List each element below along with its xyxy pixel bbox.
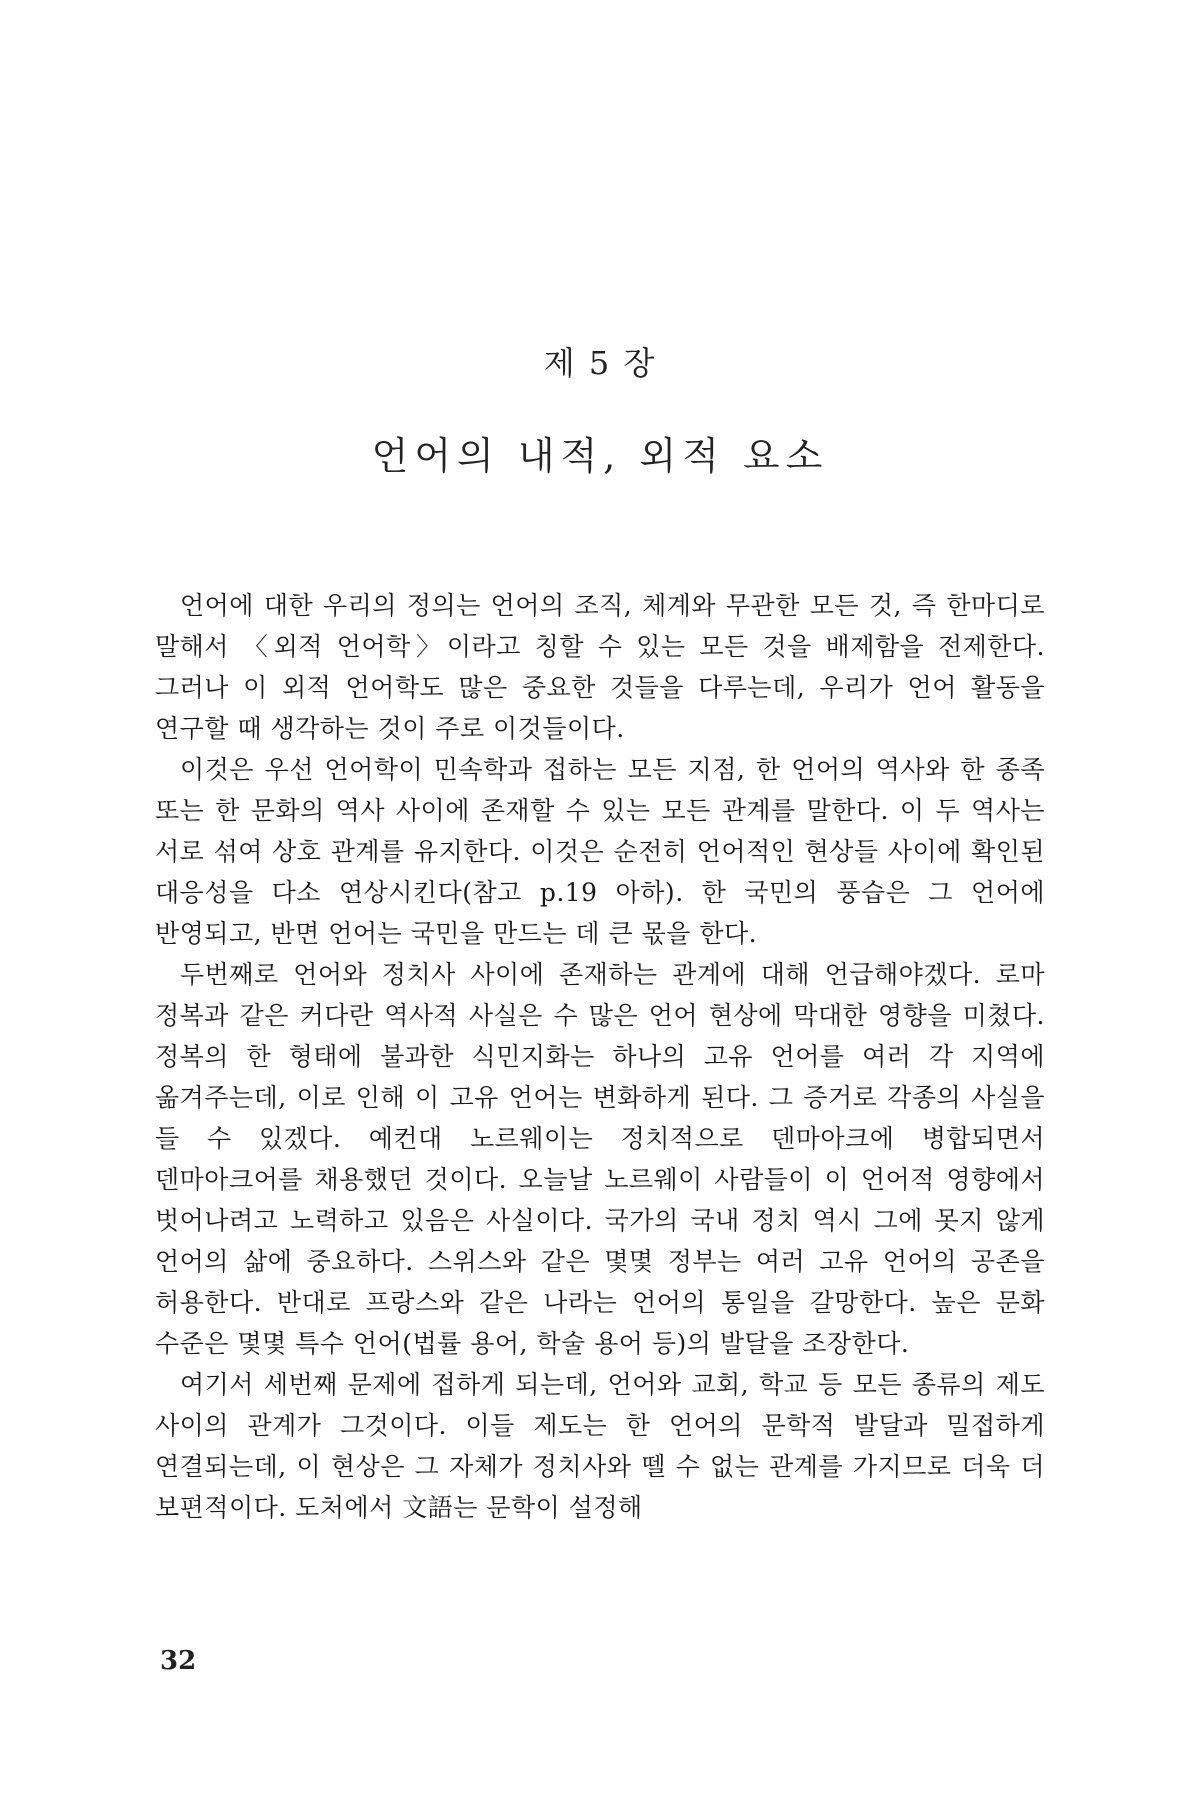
- paragraph: 이것은 우선 언어학이 민속학과 접하는 모든 지점, 한 언어의 역사와 한 종족 또는 한 문화의 역사 사이에 존재할 수 있는 모든 관계를 말한다. 이 두 역사는 서로 섞여 상호 관계를 유지한다. 이것은 순전히 언어적인 현상들 사이에 확인된 대응성을 다소 연상시킨다(참고 p.19 아하). 한 국민의 풍습은 그 언어에 반영되고, 반면 언어는 국민을 만드는 데 큰 몫을 한다.: [155, 755, 1045, 948]
- body-text: [155, 585, 1045, 1528]
- paragraph: 두번째로 언어와 정치사 사이에 존재하는 관계에 대해 언급해야겠다. 로마 정복과 같은 커다란 역사적 사실은 수 많은 언어 현상에 막대한 영향을 미쳤다. 정복의 한 형태에 불과한 식민지화는 하나의 고유 언어를 여러 각 지역에 옮겨주는데, 이로 인해 이 고유 언어는 변화하게 된다. 그 증거로 각종의 사실을 들 수 있겠다. 예컨대 노르웨이는 정치적으로 덴마아크에 병합되면서 덴마아크어를 채용했던 것이다. 오늘날 노르웨이 사람들이 이 언어적 영향에서 벗어나려고 노력하고 있음은 사실이다. 국가의 국내 정치 역시 그에 못지 않게 언어의 삶에 중요하다. 스위스와 같은 몇몇 정부는 여러 고유 언어의 공존을 허용한다. 반대로 프랑스와 같은 나라는 언어의 통일을 갈망한다. 높은 문화 수준은 몇몇 특수 언어(법률 용어, 학술 용어 등)의 발달을 조장한다.: [155, 960, 1045, 1358]
- paragraph: 여기서 세번째 문제에 접하게 되는데, 언어와 교회, 학교 등 모든 종류의 제도 사이의 관계가 그것이다. 이들 제도는 한 언어의 문학적 발달과 밀접하게 연결되는데, 이 현상은 그 자체가 정치사와 뗄 수 없는 관계를 가지므로 더욱 더 보편적이다. 도처에서 文語는 문학이 설정해: [155, 1370, 1045, 1522]
- page-number: 32: [160, 1646, 197, 1676]
- chapter-title: 언어의 내적, 외적 요소: [371, 434, 829, 478]
- paragraph: 언어에 대한 우리의 정의는 언어의 조직, 체계와 무관한 모든 것, 즉 한마디로 말해서 〈외적 언어학〉이라고 칭할 수 있는 모든 것을 배제함을 전제한다. 그러나 이 외적 언어학도 많은 중요한 것들을 다루는데, 우리가 언어 활동을 연구할 때 생각하는 것이 주로 이것들이다.: [155, 591, 1045, 743]
- chapter-number: 제 5 장: [543, 344, 657, 382]
